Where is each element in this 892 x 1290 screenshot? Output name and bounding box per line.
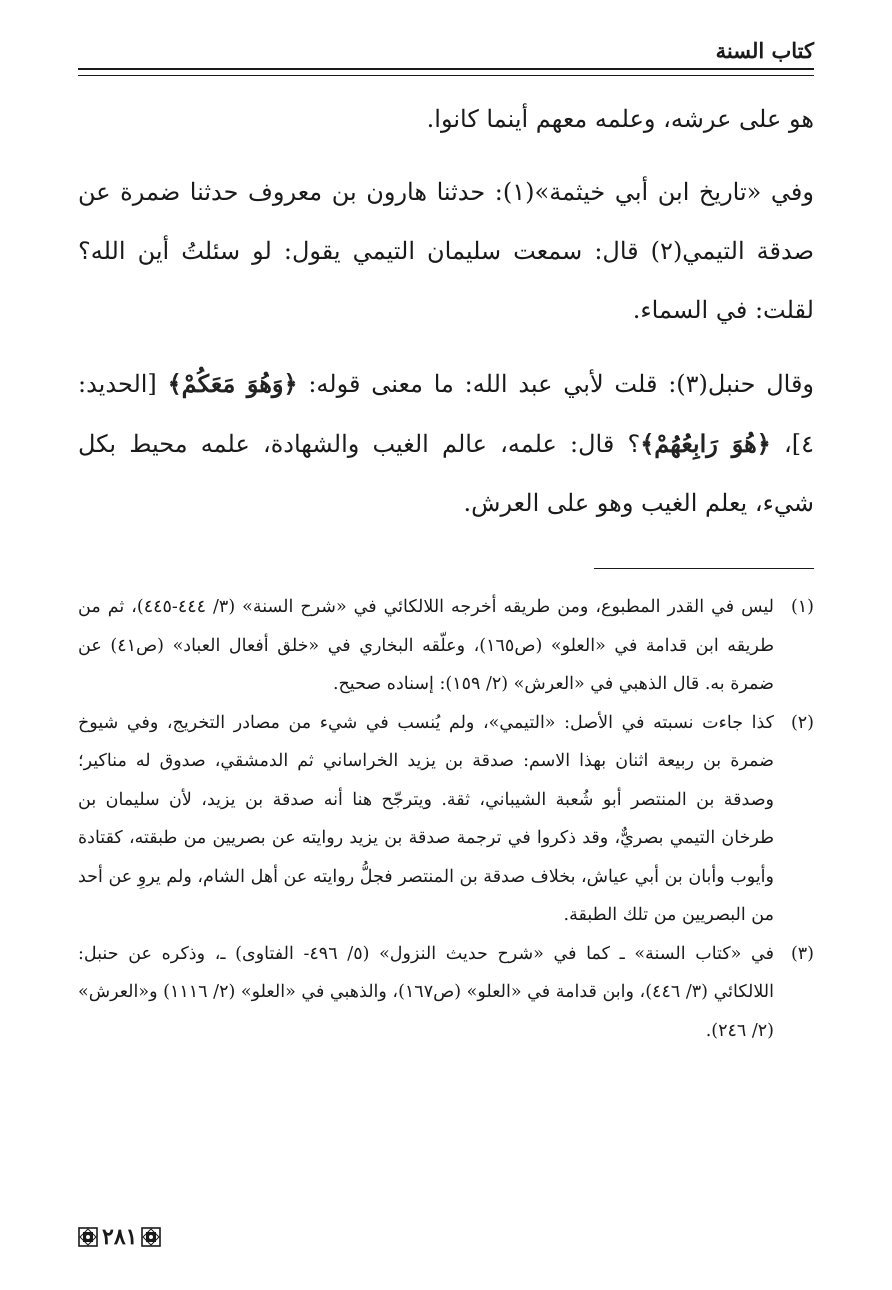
header-rule-thick <box>78 68 814 70</box>
paragraph-1: هو على عرشه، وعلمه معهم أينما كانوا. <box>426 105 814 133</box>
paragraph-2: وفي «تاريخ ابن أبي خيثمة»(١): حدثنا هارون بن معروف حدثنا ضمرة عن صدقة التيمي(٢) قال: سمعت سليمان التيمي يقول: لو سئلتُ أين الله؟ لقلت: في السماء. <box>78 178 814 324</box>
page-number-block <box>78 1224 161 1250</box>
footnote-text: في «كتاب السنة» ـ كما في «شرح حديث النزول» (٥/ ٤٩٦- الفتاوى) ـ، وذكره عن حنبل: اللالكائي (٣/ ٤٤٦)، وابن قدامة في «العلو» (ص١٦٧)، والذهبي في «العلو» (٢/ ١١١٦) و«العرش» (٢/ ٢٤٦). <box>78 943 774 1041</box>
footnote-3 <box>78 935 814 1051</box>
main-text <box>78 90 814 547</box>
quran-verse-1: ﴿وَهُوَ مَعَكُمْ﴾ <box>167 369 298 398</box>
paragraph-3-part-c: ؟ قال: علمه، عالم الغيب والشهادة، علمه محيط بكل شيء، يعلم الغيب وهو على العرش. <box>78 430 814 517</box>
running-head: كتاب السنة <box>715 38 814 63</box>
footnote-separator <box>594 568 814 569</box>
page-number: ٢٨١ <box>102 1224 138 1250</box>
footnote-1 <box>78 588 814 704</box>
footnote-number: (٢) <box>790 712 814 733</box>
footnote-text: كذا جاءت نسبته في الأصل: «التيمي»، ولم يُنسب في شيء من مصادر التخريج، وفي شيوخ ضمرة بن ربيعة اثنان بهذا الاسم: صدقة بن يزيد الخراساني ثم الدمشقي، صدوق له مناكير؛ وصدقة بن المنتصر أبو شُعبة الشيباني، ثقة. ويترجّح هنا أنه صدقة بن يزيد، لأن سليمان بن طرخان التيمي بصريٌّ، وقد ذكروا في ترجمة صدقة بن يزيد روايته عن بصريين من طبقته، كقتادة وأيوب وأبان بن أبي عياش، بخلاف صدقة بن المنتصر فجلُّ روايته عن أهل الشام، ولم يروِ عن أحد من البصريين من تلك الطبقة. <box>78 712 775 925</box>
quran-verse-2: ﴿هُوَ رَابِعُهُمْ﴾ <box>640 429 771 458</box>
paragraph-3-part-b: [الحديد: ٤]، <box>78 370 815 458</box>
ornament-icon <box>78 1227 98 1247</box>
footnote-text: ليس في القدر المطبوع، ومن طريقه أخرجه اللالكائي في «شرح السنة» (٣/ ٤٤٤-٤٤٥)، ثم من طريقه ابن قدامة في «العلو» (ص١٦٥)، وعلّقه البخاري في «خلق أفعال العباد» (ص٤١) عن ضمرة به. قال الذهبي في «العرش» (٢/ ١٥٩): إسناده صحيح. <box>78 597 774 694</box>
footnote-2 <box>78 704 814 935</box>
header-rule-thin <box>78 75 814 76</box>
paragraph-3 <box>78 354 814 533</box>
ornament-icon <box>141 1227 161 1247</box>
paragraph-3-part-a: وقال حنبل(٣): قلت لأبي عبد الله: ما معنى قوله: <box>297 370 815 398</box>
footnote-number: (١) <box>790 597 814 617</box>
footnotes <box>78 588 814 1050</box>
footnote-number: (٣) <box>790 943 814 964</box>
